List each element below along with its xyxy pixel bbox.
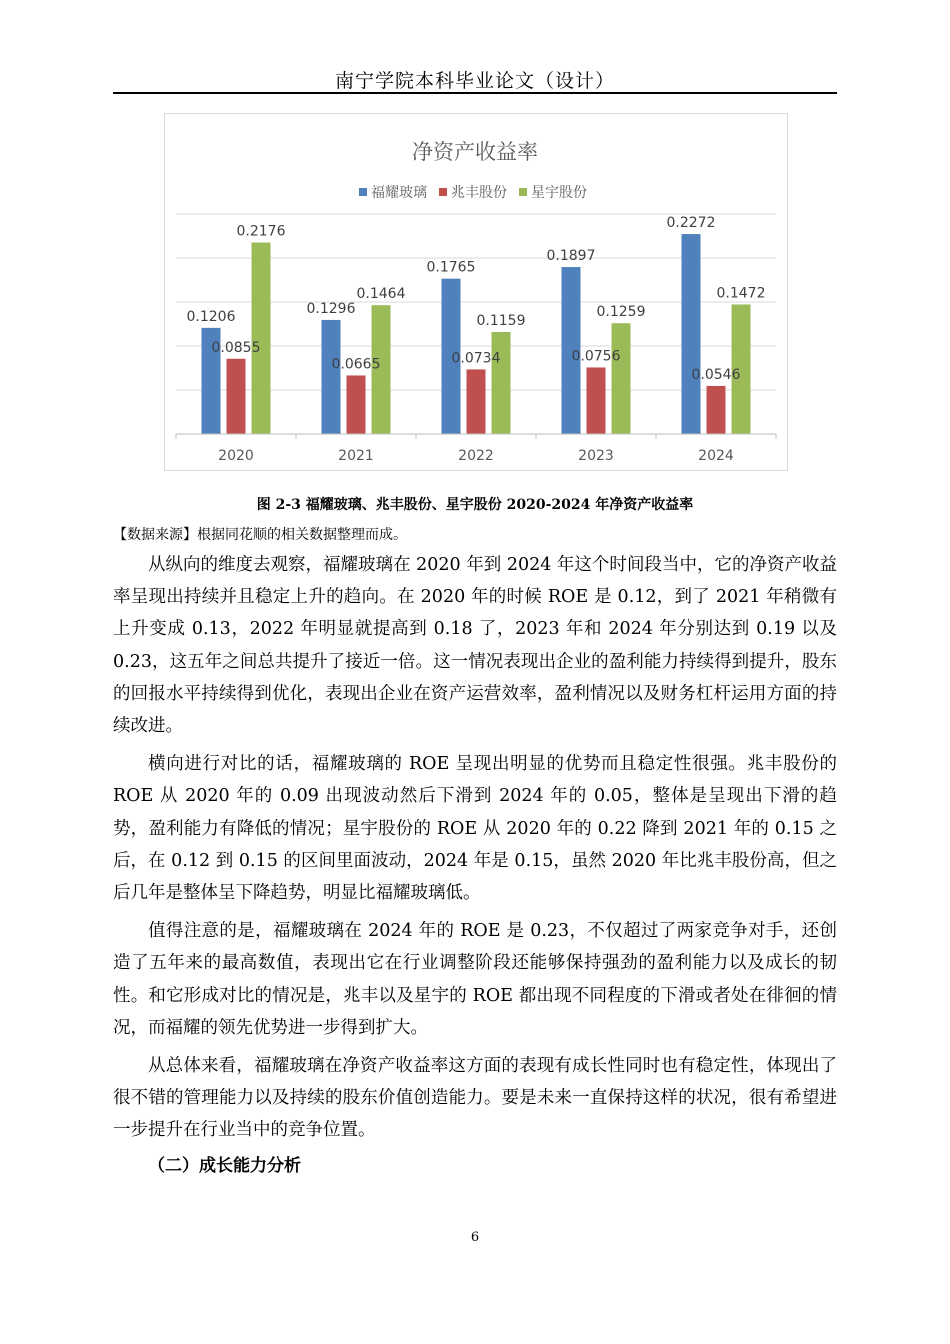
bar-value-label: 0.1765 bbox=[426, 259, 476, 276]
chart-data-labels bbox=[187, 215, 766, 383]
bar-value-label: 0.1472 bbox=[716, 285, 766, 302]
paragraph: 值得注意的是，福耀玻璃在 2024 年的 ROE 是 0.23，不仅超过了两家竞争对手，还创造了五年来的最高数值，表现出它在行业调整阶段还能够保持强劲的盈利能力以及成长的韧性。和它形成对比的情况是，兆丰以及星宇的 ROE 都出现不同程度的下滑或者处在徘徊的情况，而福耀的领先优势进一步得到扩大。 bbox=[113, 921, 837, 1038]
legend-swatch bbox=[359, 188, 367, 196]
figure-source-note: 【数据来源】根据同花顺的相关数据整理而成。 bbox=[113, 527, 407, 543]
x-tick-label: 2023 bbox=[578, 448, 614, 464]
bar-value-label: 0.0734 bbox=[451, 350, 501, 367]
bar bbox=[227, 359, 246, 434]
chart-title: 净资产收益率 bbox=[412, 140, 538, 164]
chart-legend bbox=[359, 184, 587, 201]
header-rule bbox=[113, 92, 837, 94]
bar-value-label: 0.2272 bbox=[666, 215, 716, 232]
bar bbox=[322, 320, 341, 434]
bar bbox=[612, 323, 631, 434]
legend-label: 福耀玻璃 bbox=[371, 185, 427, 201]
roe-chart-svg bbox=[165, 114, 787, 470]
page-number: 6 bbox=[470, 1230, 480, 1245]
bar bbox=[707, 386, 726, 434]
chart-x-axis bbox=[176, 434, 776, 464]
x-tick-label: 2021 bbox=[338, 448, 374, 464]
x-tick-label: 2022 bbox=[458, 448, 494, 464]
bar bbox=[587, 367, 606, 434]
paragraph: 从纵向的维度去观察，福耀玻璃在 2020 年到 2024 年这个时间段当中，它的净资产收益率呈现出持续并且稳定上升的趋向。在 2020 年的时候 ROE 是 0.12，到了 2021 年稍微有上升变成 0.13，2022 年明显就提高到 0.18 了，2023 年和 2024 年分别达到 0.19 以及 0.23，这五年之间总共提升了接近一倍。这一情况表现出企业的盈利能力持续得到提升，股东的回报水平持续得到优化，表现出企业在资产运营效率，盈利情况以及财务杠杆运用方面的持续改进。 bbox=[113, 555, 837, 737]
bar-value-label: 0.1897 bbox=[546, 248, 596, 265]
page-header: 南宁学院本科毕业论文（设计） bbox=[334, 70, 615, 92]
bar-value-label: 0.1206 bbox=[186, 308, 236, 325]
x-tick-label: 2020 bbox=[218, 448, 254, 464]
legend-label: 兆丰股份 bbox=[451, 185, 507, 201]
bar bbox=[467, 369, 486, 434]
bar bbox=[347, 375, 366, 434]
bar-value-label: 0.1296 bbox=[306, 300, 356, 317]
bar-value-label: 0.0855 bbox=[211, 339, 261, 356]
bar-value-label: 0.0546 bbox=[691, 366, 741, 383]
x-tick-label: 2024 bbox=[698, 448, 734, 464]
bar-value-label: 0.1464 bbox=[356, 286, 406, 303]
bar-value-label: 0.0665 bbox=[331, 356, 381, 373]
figure-caption: 图 2-3 福耀玻璃、兆丰股份、星宇股份 2020-2024 年净资产收益率 bbox=[256, 497, 694, 513]
bar-value-label: 0.1159 bbox=[476, 313, 526, 330]
body-text bbox=[113, 549, 837, 1153]
legend-swatch bbox=[519, 188, 527, 196]
bar-value-label: 0.2176 bbox=[236, 223, 286, 240]
bar bbox=[682, 234, 701, 434]
bar bbox=[252, 243, 271, 434]
paragraph: 横向进行对比的话，福耀玻璃的 ROE 呈现出明显的优势而且稳定性很强。兆丰股份的 ROE 从 2020 年的 0.09 出现波动然后下滑到 2024 年的 0.05，整体是呈现出下滑的趋势，盈利能力有降低的情况；星宇股份的 ROE 从 2020 年的 0.22 降到 2021 年的 0.15 之后，在 0.12 到 0.15 的区间里面波动，2024 年是 0.15，虽然 2020 年比兆丰股份高，但之后几年是整体呈下降趋势，明显比福耀玻璃低。 bbox=[113, 754, 837, 904]
bar-value-label: 0.0756 bbox=[571, 348, 621, 365]
roe-chart bbox=[164, 113, 788, 471]
legend-swatch bbox=[439, 188, 447, 196]
paragraph: 从总体来看，福耀玻璃在净资产收益率这方面的表现有成长性同时也有稳定性，体现出了很不错的管理能力以及持续的股东价值创造能力。要是未来一直保持这样的状况，很有希望进一步提升在行业当中的竞争位置。 bbox=[113, 1056, 837, 1141]
section-heading: （二）成长能力分析 bbox=[148, 1156, 301, 1176]
chart-bars bbox=[202, 234, 751, 434]
bar-value-label: 0.1259 bbox=[596, 304, 646, 321]
legend-label: 星宇股份 bbox=[531, 185, 587, 201]
bar bbox=[492, 332, 511, 434]
